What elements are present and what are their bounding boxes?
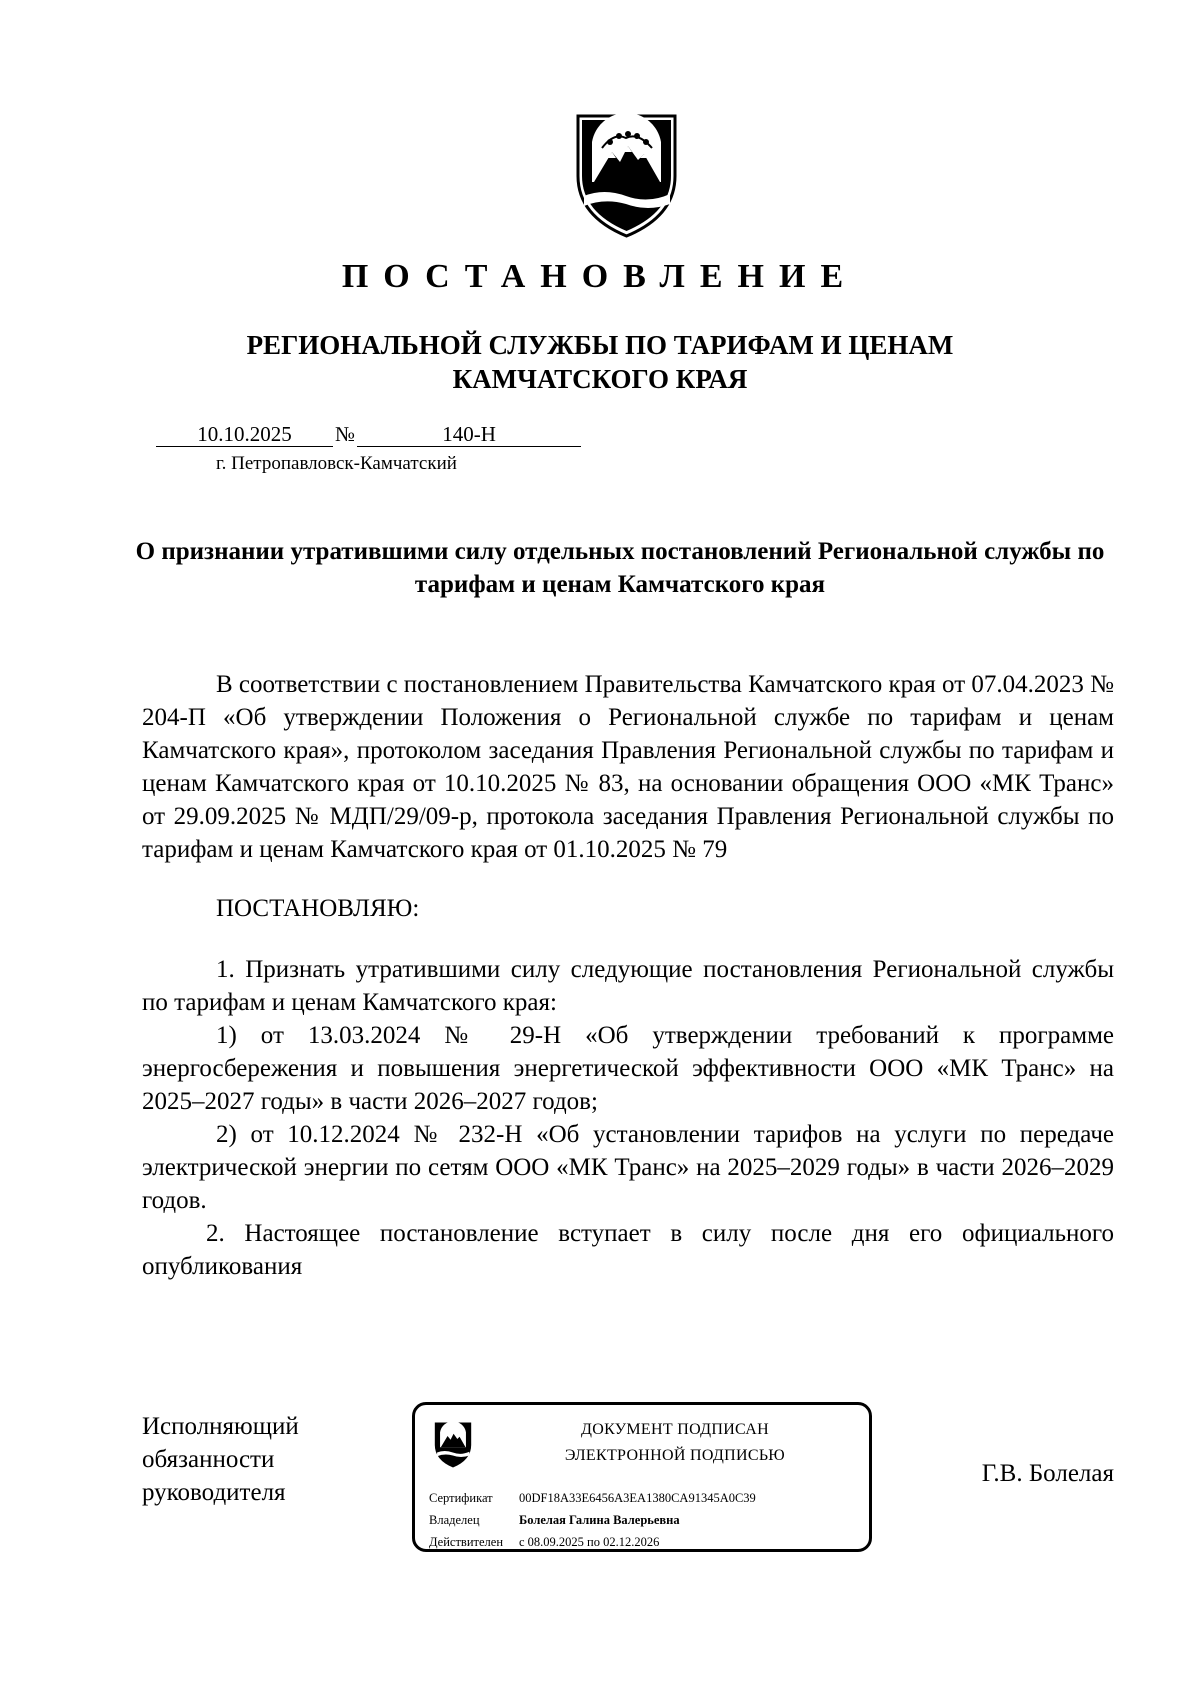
stamp-certificate-value: 00DF18A33E6456A3EA1380CA91345A0C39 — [519, 1491, 756, 1505]
document-number: 140-Н — [357, 422, 581, 447]
document-body — [142, 668, 1114, 1283]
stamp-coat-of-arms-icon — [433, 1421, 473, 1469]
signer-position-line-1: Исполняющий — [142, 1413, 299, 1440]
item-1-subitem-1: 1) от 13.03.2024 № 29-Н «Об утверждении требований к программе энергосбережения и повышения энергетической эффективности ООО «МК Транс» на 2025–2027 годы» в части 2026–2027 годов; — [142, 1022, 1114, 1115]
item-2: 2. Настоящее постановление вступает в силу после дня его официального опубликования — [142, 1220, 1114, 1280]
stamp-validity-value: с 08.09.2025 по 02.12.2026 — [519, 1535, 660, 1549]
signer-name: Г.В. Болелая — [981, 1460, 1114, 1487]
number-sign: № — [335, 422, 356, 446]
signer-position — [142, 1410, 299, 1509]
document-date-number — [156, 422, 581, 447]
agency-name-line-1: РЕГИОНАЛЬНОЙ СЛУЖБЫ ПО ТАРИФАМ И ЦЕНАМ — [246, 330, 954, 360]
agency-name-line-2: КАМЧАТСКОГО КРАЯ — [452, 364, 748, 394]
stamp-title-line-2: ЭЛЕКТРОННОЙ ПОДПИСЬЮ — [564, 1447, 786, 1464]
stamp-validity-label: Действителен — [429, 1535, 504, 1549]
stamp-title — [495, 1417, 855, 1469]
stamp-validity-row — [429, 1535, 659, 1550]
stamp-certificate-label: Сертификат — [429, 1491, 493, 1505]
document-subject: О признании утратившими силу отдельных постановлений Региональной службы по тарифам и ценам Камчатского края — [135, 538, 1105, 598]
document-date: 10.10.2025 — [156, 422, 333, 447]
stamp-owner-value: Болелая Галина Валерьевна — [519, 1513, 680, 1527]
electronic-signature-stamp — [412, 1402, 872, 1552]
stamp-title-line-1: ДОКУМЕНТ ПОДПИСАН — [581, 1421, 769, 1438]
item-1: 1. Признать утратившими силу следующие постановления Региональной службы по тарифам и ценам Камчатского края: — [142, 956, 1114, 1016]
signer-position-line-3: руководителя — [142, 1479, 286, 1506]
stamp-owner-label: Владелец — [429, 1513, 480, 1527]
stamp-owner-row — [429, 1513, 680, 1528]
document-type-title: ПОСТАНОВЛЕНИЕ — [341, 258, 859, 295]
decree-word: ПОСТАНОВЛЯЮ: — [216, 895, 420, 922]
stamp-certificate-row — [429, 1491, 756, 1506]
agency-name — [0, 328, 1200, 396]
signer-position-line-2: обязанности — [142, 1446, 275, 1473]
document-city: г. Петропавловск-Камчатский — [216, 453, 457, 474]
preamble-paragraph: В соответствии с постановлением Правительства Камчатского края от 07.04.2023 № 204-П «Об утверждении Положения о Региональной службе по тарифам и ценам Камчатского края», протоколом заседания Правления Региональной службы по тарифам и ценам Камчатского края от 10.10.2025 № 83, на основании обращения ООО «МК Транс» от 29.09.2025 № МДП/29/09-р, протокола заседания Правления Региональной службы по тарифам и ценам Камчатского края от 01.10.2025 № 79 — [142, 671, 1114, 863]
kamchatka-coat-of-arms-icon — [574, 112, 679, 240]
item-1-subitem-2: 2) от 10.12.2024 № 232-Н «Об установлении тарифов на услуги по передаче электрической энергии по сетям ООО «МК Транс» на 2025–2029 годы» в части 2026–2029 годов. — [142, 1121, 1114, 1214]
